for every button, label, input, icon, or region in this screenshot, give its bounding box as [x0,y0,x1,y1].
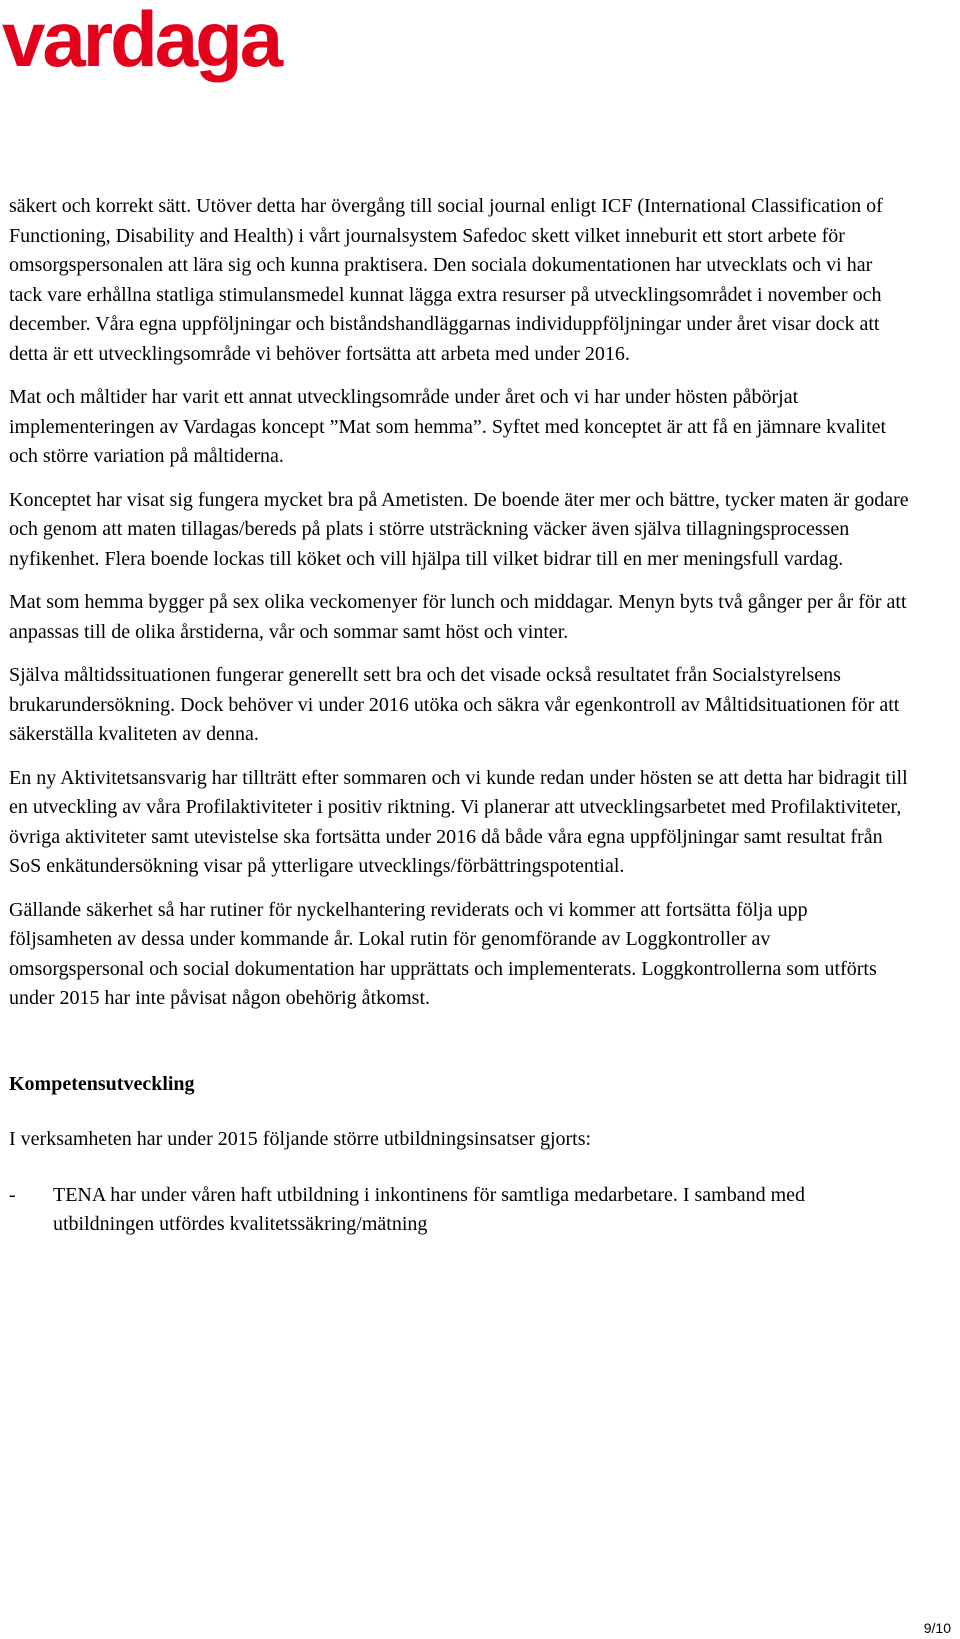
logo-text: vardaga [2,0,281,83]
vardaga-logo-wordmark [0,0,310,92]
list-bullet: - [9,1183,16,1206]
paragraph-sakerhet: Gällande säkerhet så har rutiner för nyckelhantering reviderats och vi kommer att fortsätta följa upp följsamheten av dessa under kommande år. Lokal rutin för genomförande av Loggkontroller av omsorgspersonal och social dokumentation har upprättats och implementerats. Loggkontrollerna som utförts under 2015 har inte påvisat någon obehörig åtkomst. [9,898,877,1009]
paragraph-aktiviteter: En ny Aktivitetsansvarig har tillträtt efter sommaren och vi kunde redan under hösten se att detta har bidragit till en utveckling av våra Profilaktiviteter i positiv riktning. Vi planerar att utvecklingsarbetet med Profilaktiviteter, övriga aktiviteter samt utevistelse ska fortsätta under 2016 då både våra egna uppföljningar samt resultat från SoS enkätundersökning visar på ytterligare utvecklings/förbättringspotential. [9,766,908,877]
vardaga-logo [0,0,310,92]
page-number: 9/10 [923,1620,951,1636]
paragraph-maltidssituation: Själva måltidssituationen fungerar generellt sett bra och det visade också resultatet från Socialstyrelsens brukarundersökning. Dock behöver vi under 2016 utöka och säkra vår egenkontroll av Måltidsituationen för att säkerställa kvaliteten av denna. [9,664,900,745]
section-intro: I verksamheten har under 2015 följande större utbildningsinsatser gjorts: [9,1128,592,1150]
paragraph-journal: säkert och korrekt sätt. Utöver detta har övergång till social journal enligt ICF (International Classification of Functioning, Disability and Health) i vårt journalsystem Safedoc skett vilket inneburit ett stort arbete för omsorgspersonalen att lära sig och kunna praktisera. Den sociala dokumentationen har utvecklats och vi har tack vare erhållna statliga stimulansmedel kunnat lägga extra resurser på utvecklingsområdet i november och december. Våra egna uppföljningar och biståndshandläggarnas individuppföljningar under året visar dock att detta är ett utvecklingsområde vi behöver fortsätta att arbeta med under 2016. [9,195,883,365]
document-body [9,192,909,1240]
paragraph-konceptet: Konceptet har visat sig fungera mycket bra på Ametisten. De boende äter mer och bättre, tycker maten är godare och genom att maten tillagas/bereds på plats i större utsträckning väcker även själva tillagningsprocessen nyfikenhet. Flera boende lockas till köket och vill hjälpa till vilket bidrar till en mer meningsfull vardag. [9,488,909,570]
list-item-text: TENA har under våren haft utbildning i inkontinens för samtliga medarbetare. I samband med utbildningen utfördes kvalitetssäkring/mätning [53,1183,806,1235]
paragraph-veckomenyer: Mat som hemma bygger på sex olika veckomenyer för lunch och middagar. Menyn byts två gånger per år för att anpassas till de olika årstiderna, vår och sommar samt höst och vinter. [9,591,907,643]
section-heading: Kompetensutveckling [9,1072,195,1095]
paragraph-mat-maltider: Mat och måltider har varit ett annat utvecklingsområde under året och vi har under hösten påbörjat implementeringen av Vardagas koncept ”Mat som hemma”. Syftet med konceptet är att få en jämnare kvalitet och större variation på måltiderna. [9,386,887,467]
list-item [9,1181,909,1240]
